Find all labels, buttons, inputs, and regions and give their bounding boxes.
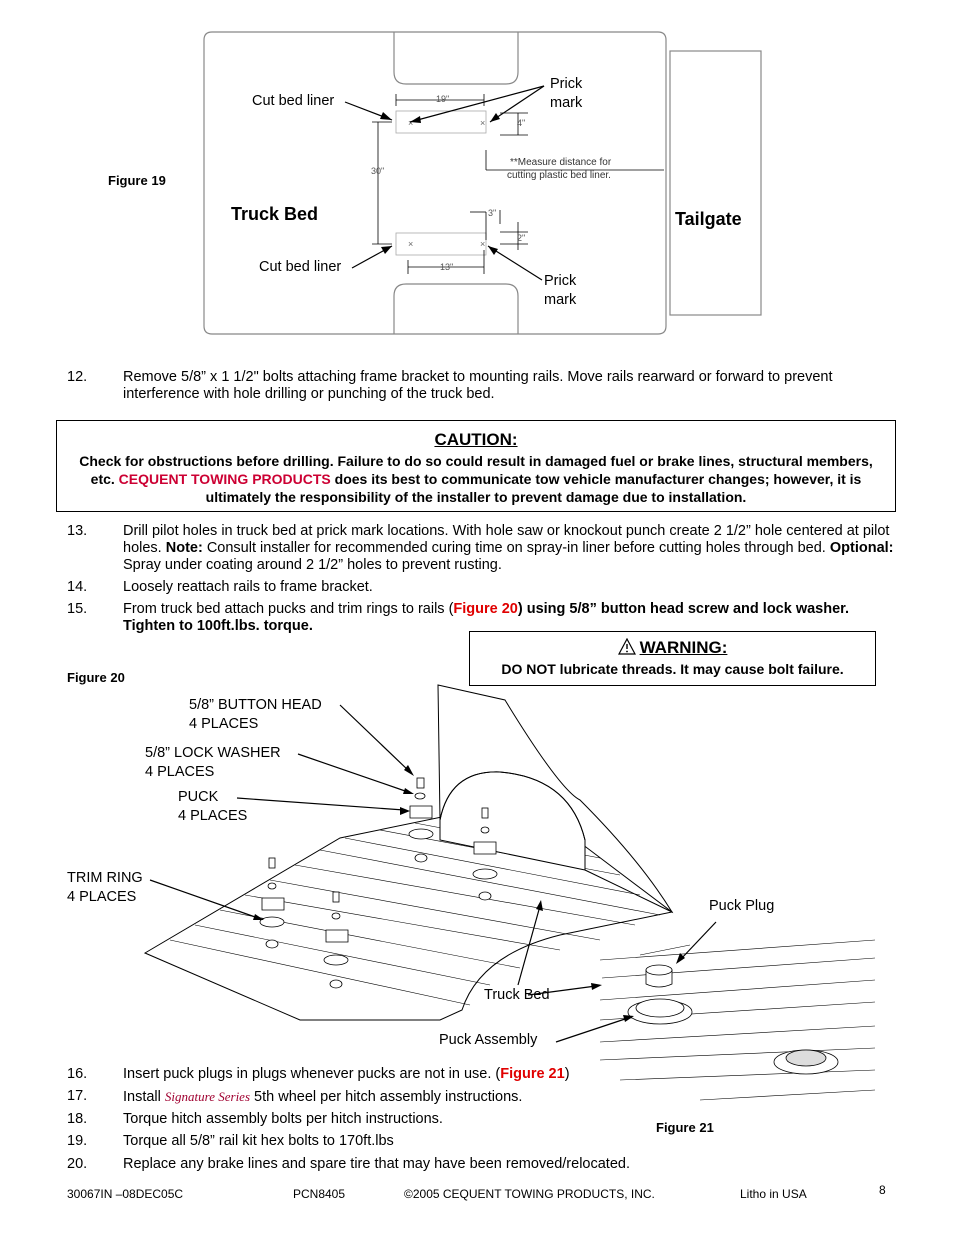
callout-puck-plug: Puck Plug: [709, 898, 775, 914]
step-13: [67, 523, 897, 575]
truck-bed-label: Truck Bed: [231, 204, 319, 224]
cut-bed-liner-bottom: Cut bed liner: [259, 259, 342, 275]
prick-mark-bottom-line1: Prick: [544, 273, 577, 289]
dim-2: 2": [517, 233, 526, 243]
dim-4: 4": [517, 118, 526, 128]
step-number: 13.: [67, 523, 88, 539]
step-number: 12.: [67, 369, 88, 385]
callout-line: TRIM RING: [67, 870, 143, 886]
warning-body: DO NOT lubricate threads. It may cause bolt failure.: [501, 661, 844, 677]
note-label: Note:: [165, 540, 203, 556]
step-number: 14.: [67, 579, 88, 595]
callout-button-head: [189, 696, 322, 734]
step-text: From truck bed attach pucks and trim rings to rails (Figure 20) using 5/8” button head screw and lock washer. Tighten to 100ft.lbs. torque.: [123, 601, 850, 634]
step-text: Remove 5/8” x 1 1/2" bolts attaching frame bracket to mounting rails. Move rails rearward or forward to prevent interference with hole drilling or punching of the truck bed.: [123, 369, 833, 402]
step-number: 19.: [67, 1133, 88, 1149]
step-number: 17.: [67, 1088, 88, 1104]
measure-note-line2: cutting plastic bed liner.: [507, 170, 611, 181]
step-14: [67, 579, 897, 597]
callout-line: 5/8” LOCK WASHER: [145, 745, 281, 761]
prick-mark-top-line1: Prick: [550, 76, 583, 92]
svg-text:×: ×: [408, 239, 414, 249]
prick-mark-top-line2: mark: [550, 95, 583, 111]
warning-box: [469, 631, 876, 686]
dim-19: 19": [436, 94, 450, 104]
footer-doc-number: 30067IN –08DEC05C: [67, 1187, 184, 1201]
caution-body: [57, 452, 895, 506]
callout-line: 5/8” BUTTON HEAD: [189, 697, 322, 713]
warning-title: WARNING:: [470, 638, 875, 658]
caution-title: CAUTION:: [434, 430, 518, 449]
figure-19-label: Figure 19: [108, 173, 166, 188]
figure-20-ref: Figure 20: [453, 601, 518, 617]
dim-30: 30": [371, 166, 385, 176]
dim-3: 3": [488, 208, 497, 218]
caution-text-1: Check for obstructions before drilling: [79, 453, 330, 469]
footer-copyright: ©2005 CEQUENT TOWING PRODUCTS, INC.: [404, 1187, 655, 1201]
warning-triangle-icon: [618, 638, 636, 655]
step-text: Insert puck plugs in plugs whenever pucks are not in use. (Figure 21): [123, 1066, 570, 1082]
cut-bed-liner-top: Cut bed liner: [252, 93, 335, 109]
svg-text:×: ×: [408, 118, 414, 128]
measure-note-line1: **Measure distance for: [510, 157, 612, 168]
prick-mark-bottom: [544, 272, 576, 310]
svg-text:×: ×: [480, 118, 486, 128]
page-number: 8: [879, 1183, 886, 1197]
svg-text:×: ×: [480, 239, 486, 249]
step-text: Torque all 5/8” rail kit hex bolts to 170ft.lbs: [123, 1133, 394, 1149]
step-text: Loosely reattach rails to frame bracket.: [123, 579, 373, 595]
figure-19-diagram: [0, 0, 954, 345]
step-number: 15.: [67, 601, 88, 617]
figure-21-ref: Figure 21: [500, 1066, 565, 1082]
step-number: 16.: [67, 1066, 88, 1082]
figure-21-diagram: [0, 890, 954, 1120]
optional-label: Optional:: [829, 540, 894, 556]
footer-litho: Litho in USA: [740, 1187, 807, 1201]
caution-box: [56, 420, 896, 512]
step-12: [67, 369, 897, 405]
prick-mark-bottom-line2: mark: [544, 292, 577, 308]
step-text: Replace any brake lines and spare tire that may have been removed/relocated.: [123, 1156, 630, 1172]
callout-line: 4 PLACES: [67, 889, 137, 905]
footer-pcn: PCN8405: [293, 1187, 346, 1201]
caution-text-3: does its best to communicate tow vehicle manufacturer changes; however, it is ultimately the responsibility of the installer to prevent damage due to installation.: [205, 471, 862, 505]
step-number: 20.: [67, 1156, 88, 1172]
step-text: Drill pilot holes in truck bed at prick mark locations. With hole saw or knockout punch create 2 1/2” hole centered at pilot holes. Note: Consult installer for recommended curing time on spray-in liner before cutting holes through bed. Optional: Spray under coating around 2 1/2” holes to prevent rusting.: [123, 523, 894, 573]
caution-text-2: . Failure to do so could result in damaged fuel or brake lines, structural members, etc.: [90, 453, 873, 487]
callout-line: PUCK: [178, 789, 219, 805]
callout-line: 4 PLACES: [189, 716, 259, 732]
step-number: 18.: [67, 1111, 88, 1127]
callout-truck-bed: Truck Bed: [484, 987, 550, 1003]
callout-puck-assembly: Puck Assembly: [439, 1032, 538, 1048]
callout-line: 4 PLACES: [178, 808, 248, 824]
tailgate-label: Tailgate: [675, 209, 742, 229]
callout-puck: [178, 788, 247, 826]
dim-13: 13": [440, 262, 454, 272]
step-text: Torque hitch assembly bolts per hitch instructions.: [123, 1111, 443, 1127]
callout-line: 4 PLACES: [145, 764, 215, 780]
caution-brand: CEQUENT TOWING PRODUCTS: [118, 471, 331, 487]
step-text: Install Signature Series 5th wheel per hitch assembly instructions.: [123, 1089, 523, 1105]
figure-20-label: Figure 20: [67, 670, 125, 685]
signature-series-logo: Signature Series: [164, 1089, 251, 1104]
figure-21-label: Figure 21: [656, 1120, 714, 1135]
prick-mark-top: [550, 75, 582, 113]
callout-lock-washer: [145, 744, 281, 782]
